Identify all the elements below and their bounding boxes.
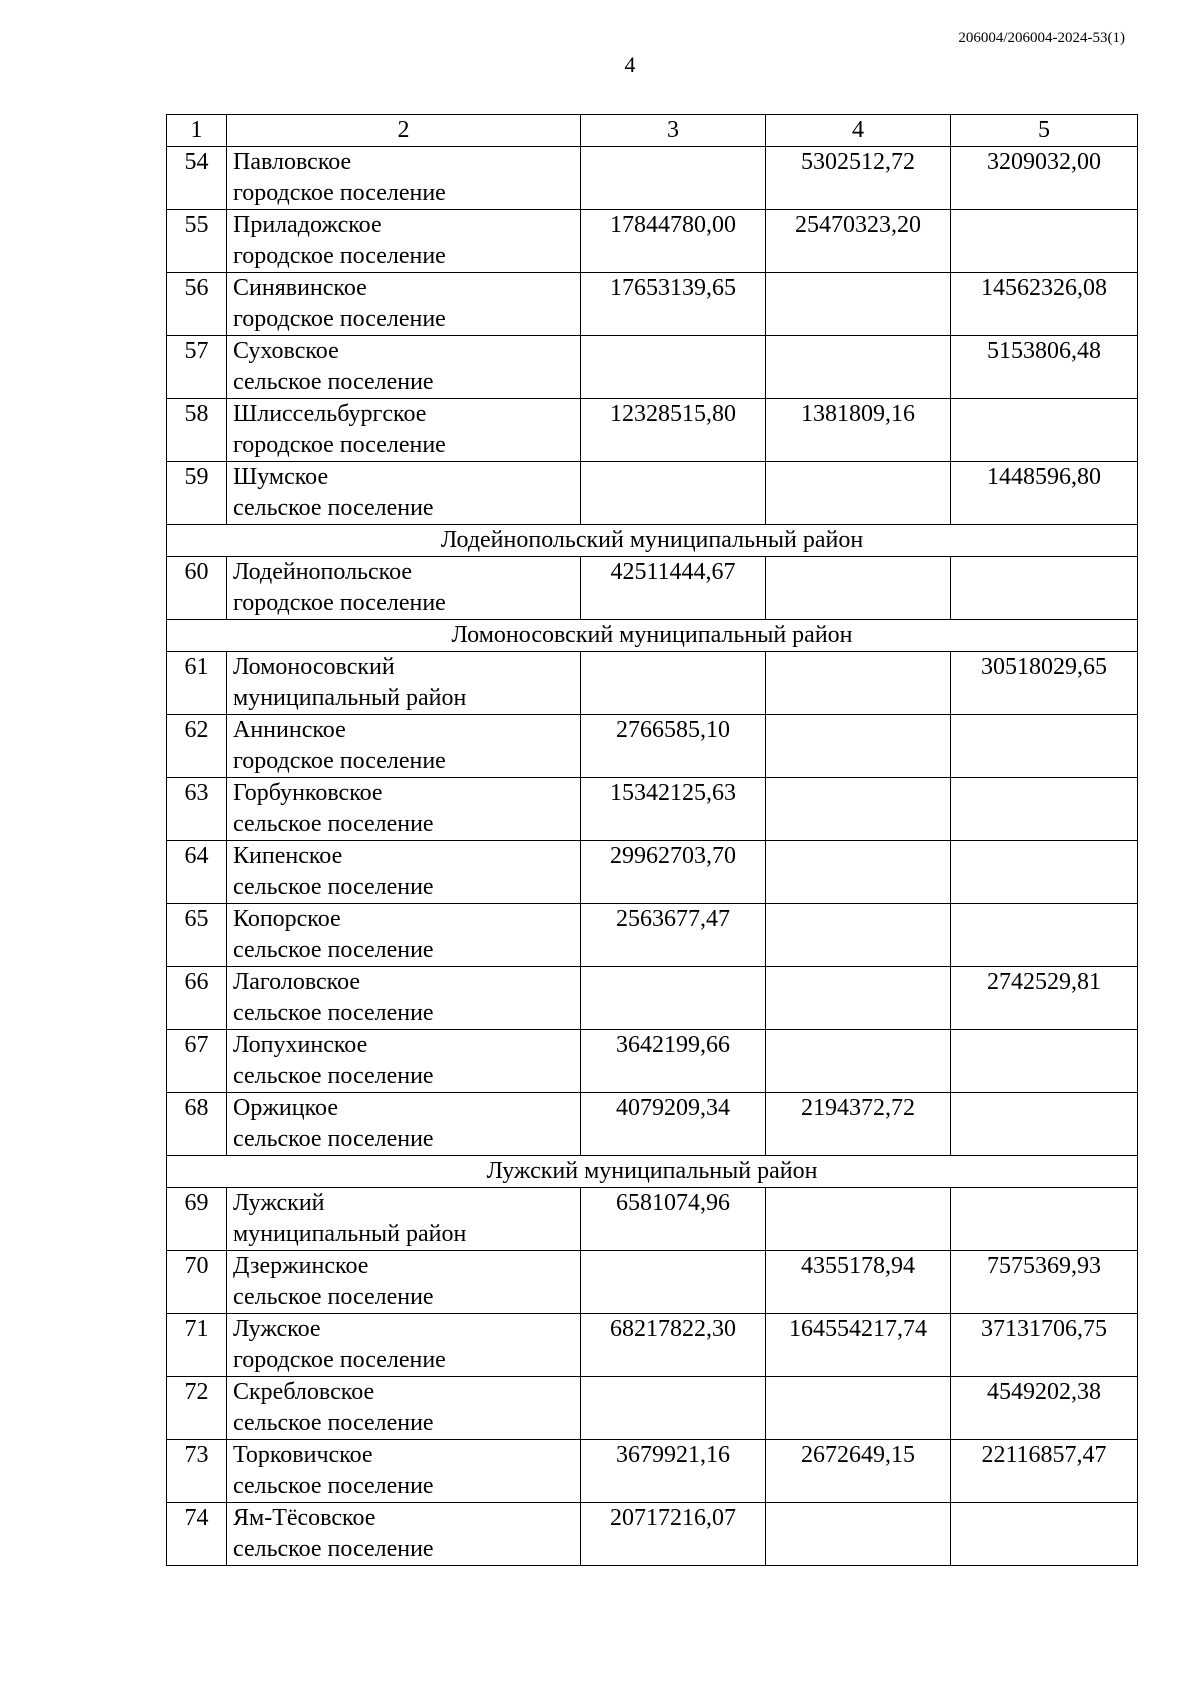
settlement-name: Шумское сельское поселение [227,462,581,525]
value-col-3: 68217822,30 [581,1314,766,1377]
table-row [167,462,1138,525]
table-row [167,1188,1138,1251]
table-row [167,1440,1138,1503]
row-number: 58 [167,399,227,462]
row-number: 55 [167,210,227,273]
value-col-3: 3679921,16 [581,1440,766,1503]
settlement-name: Дзержинское сельское поселение [227,1251,581,1314]
column-header-2: 2 [227,115,581,147]
value-col-4 [766,841,951,904]
value-col-4 [766,967,951,1030]
column-header-5: 5 [951,115,1138,147]
table-header-row [167,115,1138,147]
value-col-4 [766,715,951,778]
value-col-3: 17653139,65 [581,273,766,336]
document-id: 206004/206004-2024-53(1) [958,30,1125,46]
value-col-3: 12328515,80 [581,399,766,462]
value-col-3: 29962703,70 [581,841,766,904]
settlement-name: Синявинское городское поселение [227,273,581,336]
value-col-3 [581,1377,766,1440]
district-name: Лодейнопольский муниципальный район [167,525,1138,557]
value-col-3: 2563677,47 [581,904,766,967]
value-col-3 [581,147,766,210]
budget-table [166,114,1138,1566]
row-number: 54 [167,147,227,210]
value-col-4 [766,462,951,525]
value-col-4: 1381809,16 [766,399,951,462]
table-row [167,557,1138,620]
value-col-4: 2672649,15 [766,1440,951,1503]
row-number: 68 [167,1093,227,1156]
table-row [167,399,1138,462]
page-number: 4 [624,52,636,77]
value-col-4 [766,1503,951,1566]
row-number: 73 [167,1440,227,1503]
row-number: 61 [167,652,227,715]
settlement-name: Аннинское городское поселение [227,715,581,778]
table-row [167,904,1138,967]
value-col-4 [766,652,951,715]
settlement-name: Копорское сельское поселение [227,904,581,967]
district-name: Лужский муниципальный район [167,1156,1138,1188]
value-col-5: 5153806,48 [951,336,1138,399]
value-col-3: 6581074,96 [581,1188,766,1251]
table-row [167,841,1138,904]
row-number: 67 [167,1030,227,1093]
settlement-name: Оржицкое сельское поселение [227,1093,581,1156]
value-col-5: 22116857,47 [951,1440,1138,1503]
settlement-name: Шлиссельбургское городское поселение [227,399,581,462]
value-col-3: 2766585,10 [581,715,766,778]
settlement-name: Лаголовское сельское поселение [227,967,581,1030]
value-col-3 [581,967,766,1030]
settlement-name: Скребловское сельское поселение [227,1377,581,1440]
value-col-5 [951,715,1138,778]
value-col-4 [766,1030,951,1093]
value-col-4 [766,557,951,620]
value-col-3: 42511444,67 [581,557,766,620]
table-row [167,652,1138,715]
row-number: 57 [167,336,227,399]
settlement-name: Лужское городское поселение [227,1314,581,1377]
value-col-4: 4355178,94 [766,1251,951,1314]
settlement-name: Кипенское сельское поселение [227,841,581,904]
value-col-5: 14562326,08 [951,273,1138,336]
table-row [167,1314,1138,1377]
value-col-5 [951,557,1138,620]
value-col-5 [951,904,1138,967]
table-row [167,967,1138,1030]
value-col-5: 7575369,93 [951,1251,1138,1314]
value-col-5: 4549202,38 [951,1377,1138,1440]
value-col-5: 3209032,00 [951,147,1138,210]
value-col-5: 2742529,81 [951,967,1138,1030]
settlement-name: Ям-Тёсовское сельское поселение [227,1503,581,1566]
value-col-5 [951,210,1138,273]
settlement-name: Лодейнопольское городское поселение [227,557,581,620]
district-name: Ломоносовский муниципальный район [167,620,1138,652]
table-row [167,273,1138,336]
value-col-3: 4079209,34 [581,1093,766,1156]
value-col-5: 30518029,65 [951,652,1138,715]
table-row [167,715,1138,778]
table-row [167,210,1138,273]
value-col-5 [951,399,1138,462]
value-col-3 [581,336,766,399]
row-number: 60 [167,557,227,620]
value-col-5: 37131706,75 [951,1314,1138,1377]
table-row [167,336,1138,399]
settlement-name: Павловское городское поселение [227,147,581,210]
row-number: 56 [167,273,227,336]
table-body [167,115,1138,1566]
settlement-name: Суховское сельское поселение [227,336,581,399]
value-col-4: 25470323,20 [766,210,951,273]
value-col-4 [766,904,951,967]
value-col-4 [766,336,951,399]
column-header-1: 1 [167,115,227,147]
value-col-3 [581,1251,766,1314]
value-col-3: 17844780,00 [581,210,766,273]
row-number: 66 [167,967,227,1030]
column-header-3: 3 [581,115,766,147]
table-row [167,1030,1138,1093]
value-col-5 [951,841,1138,904]
value-col-4 [766,1188,951,1251]
row-number: 74 [167,1503,227,1566]
value-col-3 [581,652,766,715]
value-col-5: 1448596,80 [951,462,1138,525]
value-col-5 [951,1188,1138,1251]
row-number: 70 [167,1251,227,1314]
value-col-3: 3642199,66 [581,1030,766,1093]
row-number: 63 [167,778,227,841]
district-group-row [167,1156,1138,1188]
settlement-name: Лужский муниципальный район [227,1188,581,1251]
value-col-5 [951,1093,1138,1156]
district-group-row [167,525,1138,557]
table-row [167,147,1138,210]
row-number: 71 [167,1314,227,1377]
table-row [167,1093,1138,1156]
row-number: 64 [167,841,227,904]
table-row [167,1377,1138,1440]
settlement-name: Торковичское сельское поселение [227,1440,581,1503]
value-col-4: 164554217,74 [766,1314,951,1377]
value-col-4: 5302512,72 [766,147,951,210]
table-row [167,1503,1138,1566]
settlement-name: Ломоносовский муниципальный район [227,652,581,715]
settlement-name: Приладожское городское поселение [227,210,581,273]
district-group-row [167,620,1138,652]
value-col-4 [766,1377,951,1440]
row-number: 65 [167,904,227,967]
column-header-4: 4 [766,115,951,147]
value-col-5 [951,778,1138,841]
value-col-3 [581,462,766,525]
value-col-4 [766,778,951,841]
settlement-name: Лопухинское сельское поселение [227,1030,581,1093]
settlement-name: Горбунковское сельское поселение [227,778,581,841]
row-number: 59 [167,462,227,525]
value-col-4: 2194372,72 [766,1093,951,1156]
table-row [167,1251,1138,1314]
value-col-4 [766,273,951,336]
value-col-3: 20717216,07 [581,1503,766,1566]
value-col-5 [951,1503,1138,1566]
value-col-5 [951,1030,1138,1093]
row-number: 69 [167,1188,227,1251]
row-number: 62 [167,715,227,778]
row-number: 72 [167,1377,227,1440]
value-col-3: 15342125,63 [581,778,766,841]
table-row [167,778,1138,841]
